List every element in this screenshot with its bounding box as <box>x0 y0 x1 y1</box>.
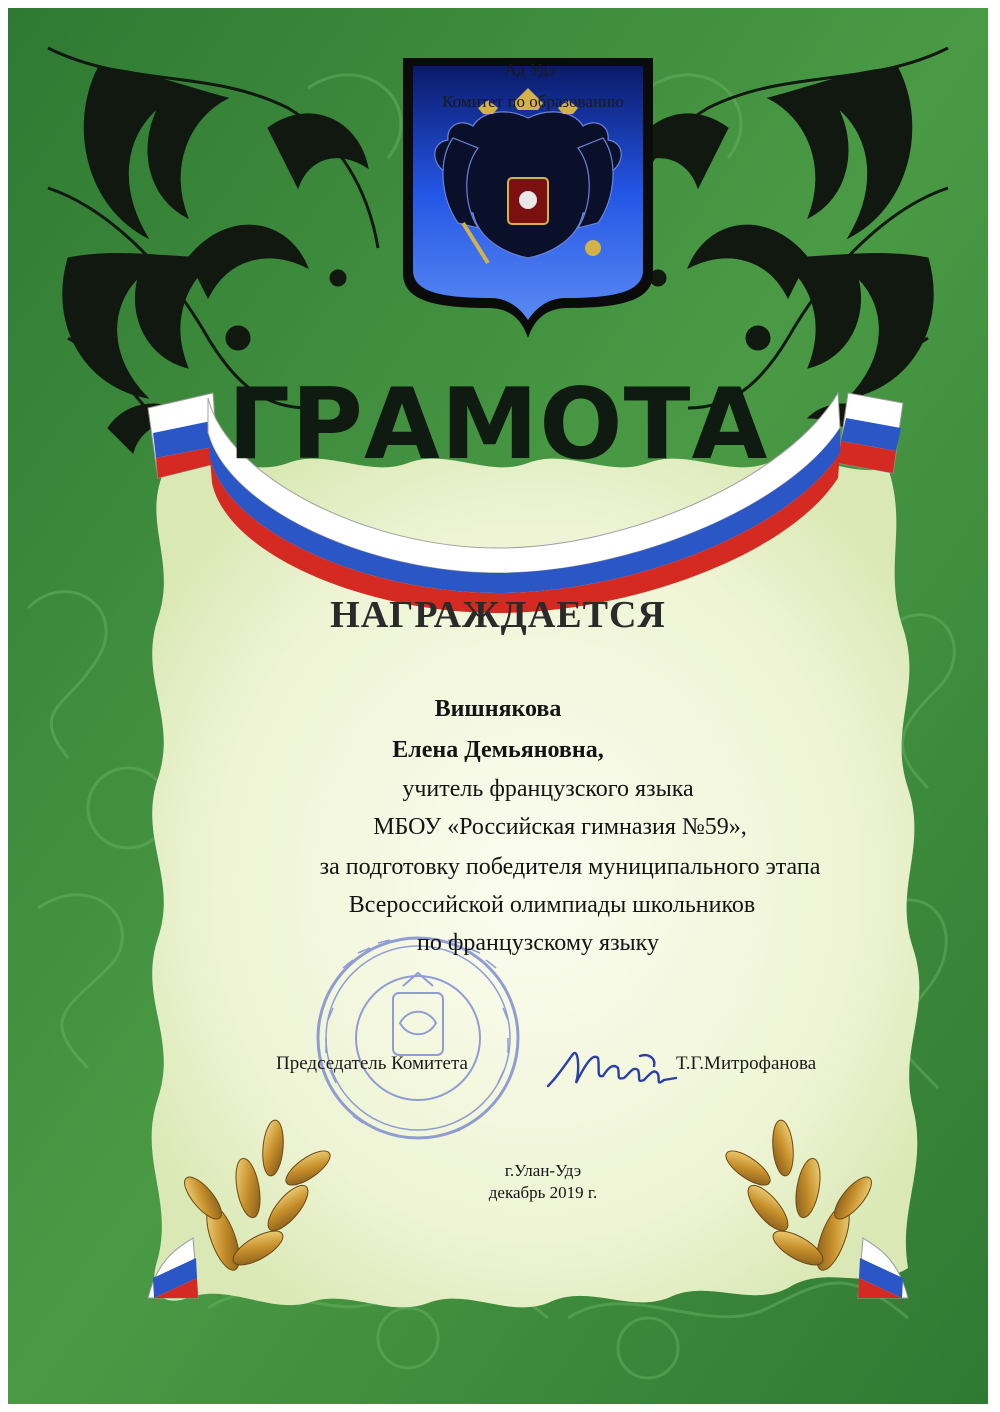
recipient-given-names: Елена Демьяновна, <box>392 737 604 763</box>
body-line: МБОУ «Российская гимназия №59», <box>373 814 747 840</box>
header-organization-line: Ад Удэ <box>504 60 556 79</box>
header-committee-line: Комитет по образованию <box>442 92 624 111</box>
signature-name: Т.Г.Митрофанова <box>676 1053 817 1074</box>
issue-date: декабрь 2019 г. <box>488 1183 598 1202</box>
signature-position: Председатель Комитета <box>276 1053 468 1074</box>
recipient-surname: Вишнякова <box>434 696 562 722</box>
award-title: ГРАМОТА <box>227 368 769 482</box>
certificate-page <box>8 8 988 1404</box>
award-subtitle: НАГРАЖДАЕТСЯ <box>330 594 666 636</box>
body-line: по французскому языку <box>416 930 659 956</box>
issue-place: г.Улан-Удэ <box>504 1161 582 1180</box>
body-line: Всероссийской олимпиады школьников <box>348 892 756 918</box>
body-line: учитель французского языка <box>402 776 694 802</box>
body-line: за подготовку победителя муниципального этапа <box>319 854 821 880</box>
